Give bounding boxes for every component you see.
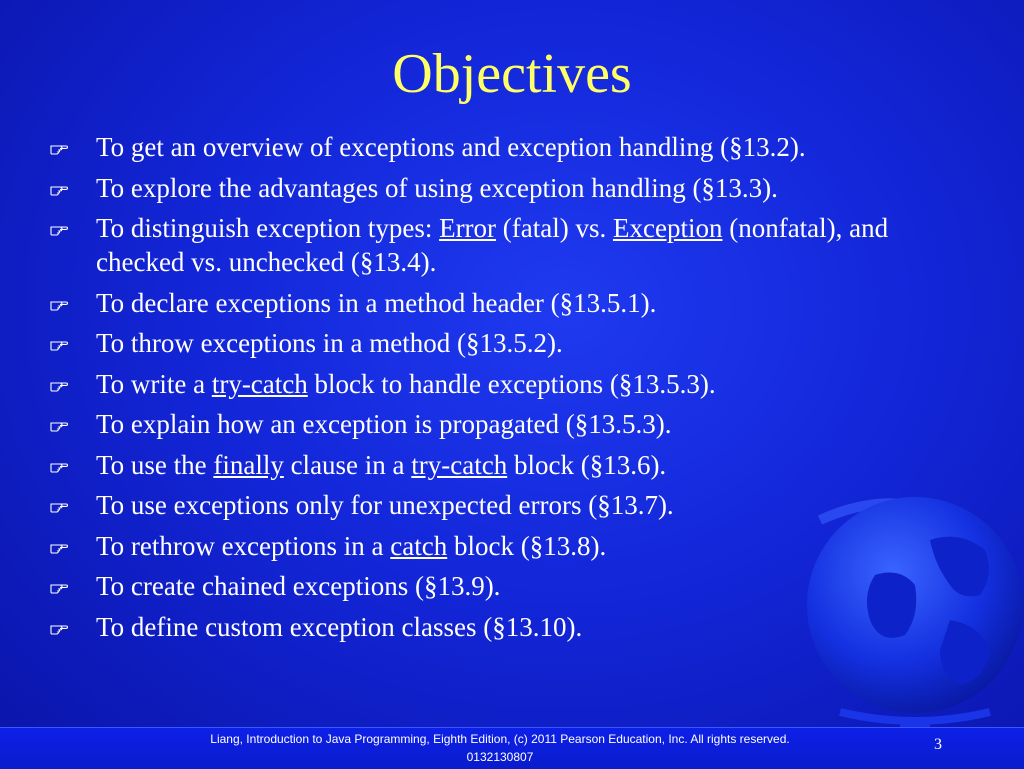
pointing-hand-icon xyxy=(50,540,68,554)
pointing-hand-icon xyxy=(50,459,68,473)
objective-text xyxy=(96,571,500,601)
text-run: block to handle exceptions (§13.5.3). xyxy=(307,368,716,399)
pointing-hand-icon xyxy=(50,621,68,635)
objective-item xyxy=(40,130,970,164)
objective-text xyxy=(96,369,716,399)
pointing-hand-icon xyxy=(50,297,68,311)
text-run: block (§13.6). xyxy=(507,449,667,480)
text-run: To explain how an exception is propagated (§13.5.3). xyxy=(96,409,672,439)
text-run: To define custom exception classes (§13.10). xyxy=(96,611,583,642)
text-run: clause in a xyxy=(283,449,412,480)
objective-text xyxy=(96,612,582,642)
text-run: block (§13.8). xyxy=(447,530,607,561)
footer-bar xyxy=(0,727,1024,769)
objective-text xyxy=(96,409,671,439)
text-run: To create chained exceptions (§13.9). xyxy=(96,571,501,601)
code-term: try-catch xyxy=(211,368,308,399)
text-run: To declare exceptions in a method header (§13.5.1). xyxy=(96,287,657,318)
text-run: To distinguish exception types: xyxy=(96,213,440,243)
pointing-hand-icon xyxy=(50,499,68,513)
text-run: (fatal) vs. xyxy=(496,213,613,243)
slide-title xyxy=(0,42,1024,106)
pointing-hand-icon xyxy=(50,418,68,432)
objective-item xyxy=(40,326,970,360)
objective-text xyxy=(96,531,606,561)
objective-text xyxy=(96,490,674,520)
pointing-hand-icon xyxy=(50,182,68,196)
code-term: try-catch xyxy=(411,449,508,480)
code-term: finally xyxy=(213,449,284,480)
objective-item xyxy=(40,448,970,482)
objective-text xyxy=(96,173,778,203)
objective-text xyxy=(96,288,656,318)
objective-item xyxy=(40,171,970,205)
code-term: Error xyxy=(439,213,497,243)
objective-text xyxy=(96,450,666,480)
text-run: To use the xyxy=(96,449,214,480)
objective-text xyxy=(96,328,563,358)
objective-item xyxy=(40,407,970,441)
pointing-hand-icon xyxy=(50,580,68,594)
text-run: To throw exceptions in a method (§13.5.2). xyxy=(96,328,563,358)
pointing-hand-icon xyxy=(50,141,68,155)
objective-item xyxy=(40,367,970,401)
slide-title-text: Objectives xyxy=(392,43,632,105)
text-run: To rethrow exceptions in a xyxy=(96,530,391,561)
pointing-hand-icon xyxy=(50,337,68,351)
text-run: To write a xyxy=(96,368,212,399)
footer-copyright: Liang, Introduction to Java Programming, Eighth Edition, (c) 2011 Pearson Education, Inc. All rights reserved. 0132130807 xyxy=(210,732,790,764)
text-run: To use exceptions only for unexpected errors (§13.7). xyxy=(96,490,674,520)
objective-item xyxy=(40,286,970,320)
objective-item xyxy=(40,211,970,279)
text-run: To explore the advantages of using exception handling (§13.3). xyxy=(96,172,778,203)
pointing-hand-icon xyxy=(50,222,68,236)
text-run: (nonfatal), and checked vs. unchecked (§13.4). xyxy=(96,213,889,277)
pointing-hand-icon xyxy=(50,378,68,392)
text-run: To get an overview of exceptions and exception handling (§13.2). xyxy=(96,132,806,162)
code-term: Exception xyxy=(613,213,723,243)
objective-text xyxy=(96,213,888,277)
code-term: catch xyxy=(390,530,448,561)
page-number: 3 xyxy=(934,736,942,753)
objective-text xyxy=(96,132,806,162)
globe-icon xyxy=(780,480,1024,748)
